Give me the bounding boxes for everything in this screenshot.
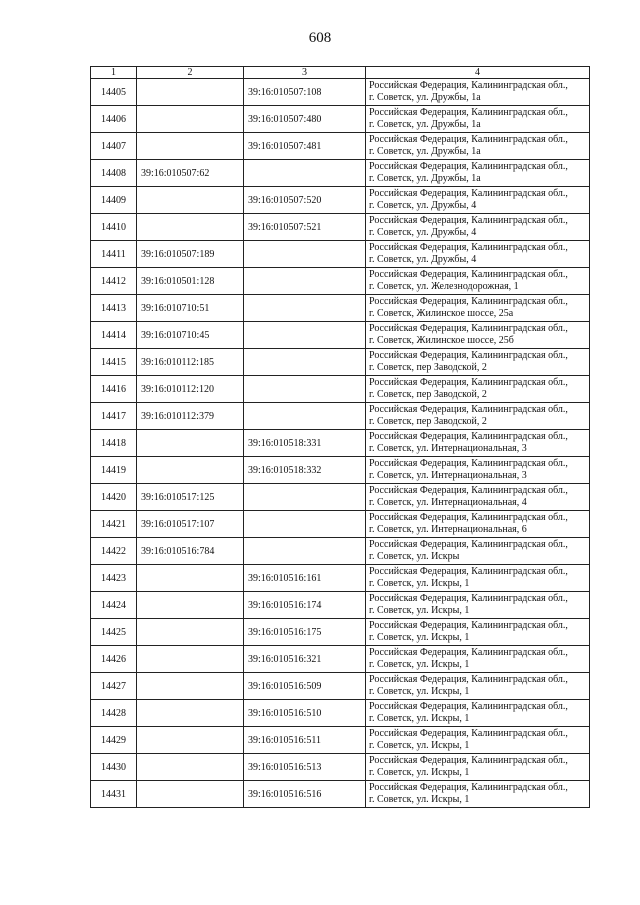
table-row — [91, 646, 590, 673]
address-line-1: Российская Федерация, Калининградская обл., — [369, 431, 568, 442]
row-number-cell: 14430 — [91, 754, 137, 781]
cadastral-parcel-cell: 39:16:010507:62 — [137, 160, 244, 187]
address-line-2: г. Советск, ул. Дружбы, 4 — [369, 227, 477, 238]
table-row — [91, 268, 590, 295]
cadastral-parcel-cell — [137, 430, 244, 457]
address-line-2: г. Советск, ул. Интернациональная, 4 — [369, 497, 527, 508]
address-line-2: г. Советск, ул. Искры — [369, 551, 460, 562]
address-cell — [366, 700, 590, 727]
address-cell — [366, 781, 590, 808]
cadastral-parcel-cell — [137, 79, 244, 106]
table-row — [91, 673, 590, 700]
row-number-cell: 14416 — [91, 376, 137, 403]
address-line-2: г. Советск, ул. Интернациональная, 3 — [369, 443, 527, 454]
cadastral-building-cell: 39:16:010516:174 — [244, 592, 366, 619]
table-row — [91, 727, 590, 754]
address-line-1: Российская Федерация, Калининградская обл., — [369, 782, 568, 793]
address-line-2: г. Советск, ул. Дружбы, 1а — [369, 92, 481, 103]
row-number-cell: 14408 — [91, 160, 137, 187]
address-cell — [366, 214, 590, 241]
row-number-cell: 14405 — [91, 79, 137, 106]
address-cell — [366, 79, 590, 106]
header-col-4: 4 — [366, 67, 590, 79]
address-line-2: г. Советск, ул. Искры, 1 — [369, 632, 470, 643]
address-line-2: г. Советск, пер Заводской, 2 — [369, 389, 487, 400]
row-number-cell: 14421 — [91, 511, 137, 538]
address-cell — [366, 295, 590, 322]
table-row — [91, 322, 590, 349]
address-line-1: Российская Федерация, Калининградская обл., — [369, 107, 568, 118]
cadastral-building-cell: 39:16:010516:516 — [244, 781, 366, 808]
cadastral-parcel-cell — [137, 673, 244, 700]
table-row — [91, 592, 590, 619]
header-col-3: 3 — [244, 67, 366, 79]
row-number-cell: 14431 — [91, 781, 137, 808]
address-cell — [366, 565, 590, 592]
address-line-2: г. Советск, пер Заводской, 2 — [369, 362, 487, 373]
address-line-1: Российская Федерация, Калининградская обл., — [369, 269, 568, 280]
row-number-cell: 14415 — [91, 349, 137, 376]
table-row — [91, 619, 590, 646]
cadastral-building-cell — [244, 160, 366, 187]
header-col-2: 2 — [137, 67, 244, 79]
address-line-2: г. Советск, ул. Дружбы, 1а — [369, 173, 481, 184]
cadastral-building-cell — [244, 268, 366, 295]
cadastral-building-cell: 39:16:010507:520 — [244, 187, 366, 214]
address-cell — [366, 457, 590, 484]
header-col-1: 1 — [91, 67, 137, 79]
address-line-2: г. Советск, ул. Искры, 1 — [369, 767, 470, 778]
table-row — [91, 376, 590, 403]
cadastral-building-cell: 39:16:010507:480 — [244, 106, 366, 133]
address-cell — [366, 619, 590, 646]
address-line-1: Российская Федерация, Калининградская обл., — [369, 593, 568, 604]
address-line-2: г. Советск, ул. Дружбы, 4 — [369, 200, 477, 211]
address-line-1: Российская Федерация, Калининградская обл., — [369, 728, 568, 739]
table-row — [91, 457, 590, 484]
address-cell — [366, 538, 590, 565]
page-number: 608 — [308, 30, 332, 46]
table-row — [91, 106, 590, 133]
address-cell — [366, 187, 590, 214]
table-row — [91, 754, 590, 781]
cadastral-parcel-cell — [137, 565, 244, 592]
address-line-1: Российская Федерация, Калининградская обл., — [369, 674, 568, 685]
address-line-1: Российская Федерация, Калининградская обл., — [369, 80, 568, 91]
cadastral-building-cell — [244, 241, 366, 268]
table-row — [91, 538, 590, 565]
cadastral-parcel-cell: 39:16:010507:189 — [137, 241, 244, 268]
cadastral-parcel-cell: 39:16:010517:107 — [137, 511, 244, 538]
cadastral-parcel-cell: 39:16:010516:784 — [137, 538, 244, 565]
address-line-2: г. Советск, ул. Дружбы, 4 — [369, 254, 477, 265]
cadastral-building-cell: 39:16:010516:509 — [244, 673, 366, 700]
address-line-1: Российская Федерация, Калининградская обл., — [369, 161, 568, 172]
cadastral-building-cell: 39:16:010516:175 — [244, 619, 366, 646]
cadastral-parcel-cell: 39:16:010517:125 — [137, 484, 244, 511]
address-line-2: г. Советск, Жилинское шоссе, 25б — [369, 335, 514, 346]
table-row — [91, 79, 590, 106]
address-line-2: г. Советск, ул. Интернациональная, 6 — [369, 524, 527, 535]
cadastral-parcel-cell — [137, 592, 244, 619]
address-line-1: Российская Федерация, Калининградская обл., — [369, 404, 568, 415]
cadastral-building-cell: 39:16:010507:521 — [244, 214, 366, 241]
row-number-cell: 14427 — [91, 673, 137, 700]
address-cell — [366, 241, 590, 268]
cadastral-parcel-cell: 39:16:010112:185 — [137, 349, 244, 376]
row-number-cell: 14419 — [91, 457, 137, 484]
address-cell — [366, 322, 590, 349]
address-line-1: Российская Федерация, Калининградская обл., — [369, 188, 568, 199]
cadastral-building-cell: 39:16:010516:511 — [244, 727, 366, 754]
row-number-cell: 14414 — [91, 322, 137, 349]
address-line-1: Российская Федерация, Калининградская обл., — [369, 566, 568, 577]
table-row — [91, 511, 590, 538]
address-cell — [366, 430, 590, 457]
address-line-2: г. Советск, ул. Искры, 1 — [369, 713, 470, 724]
cadastral-parcel-cell: 39:16:010710:45 — [137, 322, 244, 349]
cadastral-parcel-cell — [137, 646, 244, 673]
cadastral-parcel-cell — [137, 106, 244, 133]
row-number-cell: 14411 — [91, 241, 137, 268]
address-line-1: Российская Федерация, Калининградская обл., — [369, 512, 568, 523]
cadastral-building-cell: 39:16:010507:481 — [244, 133, 366, 160]
cadastral-building-cell — [244, 322, 366, 349]
row-number-cell: 14407 — [91, 133, 137, 160]
cadastral-building-cell: 39:16:010516:161 — [244, 565, 366, 592]
address-line-1: Российская Федерация, Калининградская обл., — [369, 620, 568, 631]
address-cell — [366, 403, 590, 430]
address-line-1: Российская Федерация, Калининградская обл., — [369, 242, 568, 253]
row-number-cell: 14410 — [91, 214, 137, 241]
address-line-1: Российская Федерация, Калининградская обл., — [369, 134, 568, 145]
row-number-cell: 14418 — [91, 430, 137, 457]
address-line-1: Российская Федерация, Калининградская обл., — [369, 350, 568, 361]
cadastral-building-cell: 39:16:010516:510 — [244, 700, 366, 727]
cadastral-building-cell: 39:16:010518:331 — [244, 430, 366, 457]
address-line-2: г. Советск, ул. Дружбы, 1а — [369, 119, 481, 130]
cadastral-building-cell: 39:16:010516:321 — [244, 646, 366, 673]
cadastral-parcel-cell — [137, 754, 244, 781]
address-line-2: г. Советск, ул. Интернациональная, 3 — [369, 470, 527, 481]
address-cell — [366, 727, 590, 754]
address-cell — [366, 592, 590, 619]
cadastral-building-cell — [244, 403, 366, 430]
address-line-2: г. Советск, пер Заводской, 2 — [369, 416, 487, 427]
cadastral-building-cell — [244, 538, 366, 565]
address-line-1: Российская Федерация, Калининградская обл., — [369, 701, 568, 712]
address-line-1: Российская Федерация, Калининградская обл., — [369, 647, 568, 658]
address-line-1: Российская Федерация, Калининградская обл., — [369, 296, 568, 307]
row-number-cell: 14424 — [91, 592, 137, 619]
address-line-2: г. Советск, ул. Искры, 1 — [369, 605, 470, 616]
cadastral-parcel-cell — [137, 457, 244, 484]
address-cell — [366, 376, 590, 403]
address-line-2: г. Советск, ул. Искры, 1 — [369, 794, 470, 805]
table-row — [91, 241, 590, 268]
row-number-cell: 14413 — [91, 295, 137, 322]
cadastral-building-cell — [244, 511, 366, 538]
address-line-1: Российская Федерация, Калининградская обл., — [369, 458, 568, 469]
address-cell — [366, 673, 590, 700]
address-line-2: г. Советск, ул. Искры, 1 — [369, 578, 470, 589]
cadastral-parcel-cell: 39:16:010501:128 — [137, 268, 244, 295]
cadastral-parcel-cell: 39:16:010112:120 — [137, 376, 244, 403]
address-cell — [366, 133, 590, 160]
table-header-row — [91, 67, 590, 79]
address-cell — [366, 268, 590, 295]
row-number-cell: 14412 — [91, 268, 137, 295]
cadastral-parcel-cell — [137, 781, 244, 808]
cadastral-parcel-cell — [137, 700, 244, 727]
row-number-cell: 14428 — [91, 700, 137, 727]
table-row — [91, 700, 590, 727]
address-cell — [366, 646, 590, 673]
address-line-1: Российская Федерация, Калининградская обл., — [369, 539, 568, 550]
address-cell — [366, 484, 590, 511]
table-row — [91, 295, 590, 322]
table-row — [91, 484, 590, 511]
cadastral-building-cell — [244, 484, 366, 511]
row-number-cell: 14422 — [91, 538, 137, 565]
cadastral-parcel-cell — [137, 619, 244, 646]
table-row — [91, 403, 590, 430]
address-line-2: г. Советск, Жилинское шоссе, 25а — [369, 308, 514, 319]
address-cell — [366, 160, 590, 187]
cadastral-building-cell: 39:16:010518:332 — [244, 457, 366, 484]
table-row — [91, 430, 590, 457]
address-cell — [366, 511, 590, 538]
address-line-1: Российская Федерация, Калининградская обл., — [369, 485, 568, 496]
row-number-cell: 14425 — [91, 619, 137, 646]
address-line-2: г. Советск, ул. Искры, 1 — [369, 740, 470, 751]
cadastral-parcel-cell: 39:16:010112:379 — [137, 403, 244, 430]
table-row — [91, 187, 590, 214]
cadastral-parcel-cell: 39:16:010710:51 — [137, 295, 244, 322]
address-cell — [366, 106, 590, 133]
address-line-2: г. Советск, ул. Искры, 1 — [369, 659, 470, 670]
row-number-cell: 14420 — [91, 484, 137, 511]
table-row — [91, 565, 590, 592]
cadastral-building-cell — [244, 295, 366, 322]
cadastral-building-cell: 39:16:010516:513 — [244, 754, 366, 781]
cadastral-parcel-cell — [137, 133, 244, 160]
cadastral-building-cell — [244, 376, 366, 403]
table-row — [91, 160, 590, 187]
address-line-1: Российская Федерация, Калининградская обл., — [369, 323, 568, 334]
table-body — [91, 79, 590, 808]
address-line-2: г. Советск, ул. Дружбы, 1а — [369, 146, 481, 157]
address-cell — [366, 754, 590, 781]
table-row — [91, 349, 590, 376]
row-number-cell: 14406 — [91, 106, 137, 133]
registry-table — [90, 66, 590, 808]
address-line-1: Российская Федерация, Калининградская обл., — [369, 215, 568, 226]
table-row — [91, 214, 590, 241]
address-line-2: г. Советск, ул. Искры, 1 — [369, 686, 470, 697]
address-cell — [366, 349, 590, 376]
row-number-cell: 14417 — [91, 403, 137, 430]
address-line-1: Российская Федерация, Калининградская обл., — [369, 377, 568, 388]
cadastral-parcel-cell — [137, 187, 244, 214]
table-row — [91, 133, 590, 160]
cadastral-parcel-cell — [137, 214, 244, 241]
row-number-cell: 14426 — [91, 646, 137, 673]
row-number-cell: 14429 — [91, 727, 137, 754]
cadastral-building-cell — [244, 349, 366, 376]
row-number-cell: 14409 — [91, 187, 137, 214]
address-line-1: Российская Федерация, Калининградская обл., — [369, 755, 568, 766]
table-row — [91, 781, 590, 808]
row-number-cell: 14423 — [91, 565, 137, 592]
address-line-2: г. Советск, ул. Железнодорожная, 1 — [369, 281, 519, 292]
cadastral-parcel-cell — [137, 727, 244, 754]
cadastral-building-cell: 39:16:010507:108 — [244, 79, 366, 106]
